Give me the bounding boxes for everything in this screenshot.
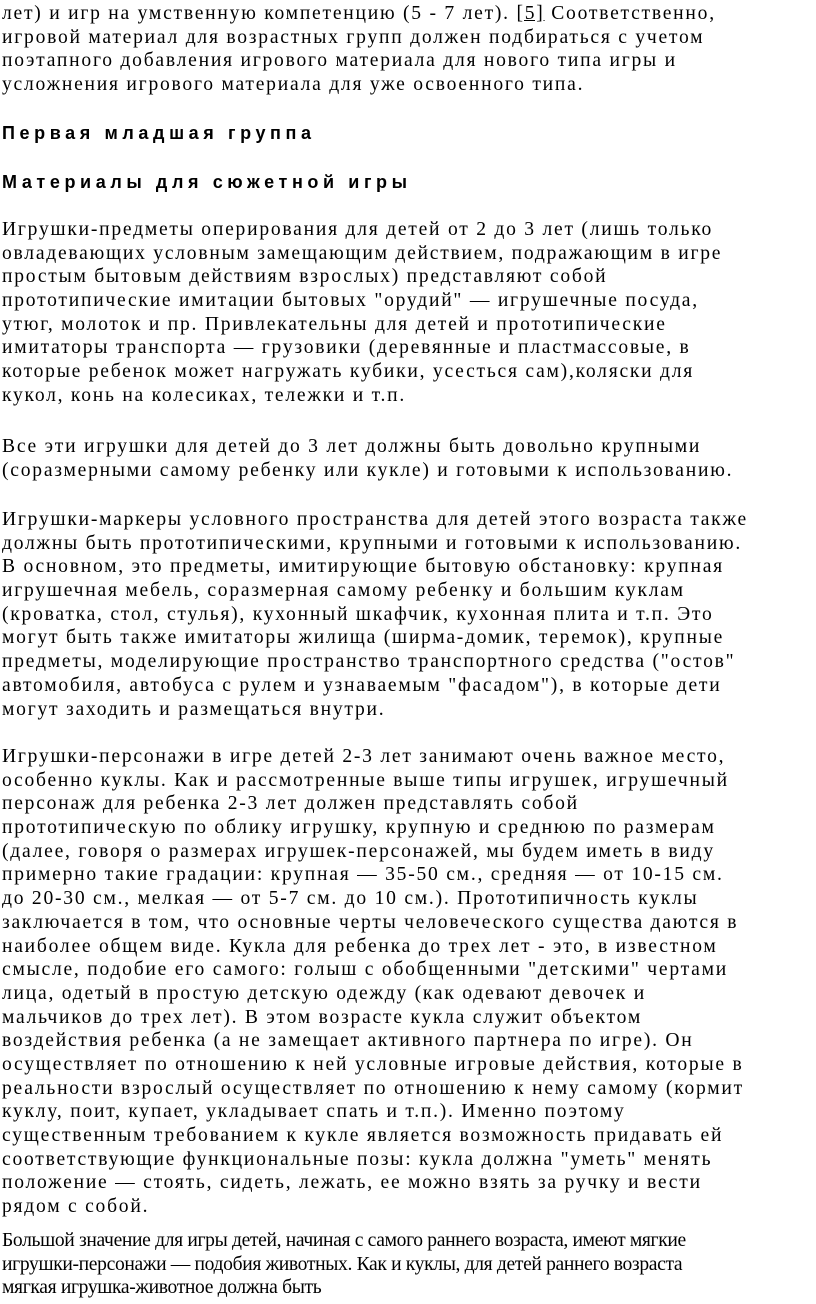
text-line: имитаторы транспорта — грузовики (деревянные и пластмассовые, в [2,337,691,359]
text-line: автомобиля, автобуса с рулем и узнаваемым "фасадом"), в которые дети [2,674,722,696]
text-line: могут быть также имитаторы жилища (ширма-домик, теремок), крупные [2,627,725,649]
paragraph-3 [0,508,748,721]
text-line: могут заходить и размещаться внутри. [2,698,386,720]
text-line: примерно такие градации: крупная — 35-50 см., средняя — от 10-15 см. [2,864,724,886]
text-line: Большой значение для игры детей, начиная с самого раннего возраста, имеют мягкие [2,1230,686,1251]
subsection-heading: Материалы для сюжетной игры [2,172,412,192]
paragraph-2 [0,435,733,482]
text-segment: лет) и игр на умственную компетенцию (5 - 7 лет). [2,3,517,24]
text-line: лица, одетый в простую детскую одежду (как одевают девочек и [2,982,646,1004]
text-line: которые ребенок может нагружать кубики, усесться сам),коляски для [2,361,695,383]
text-segment: Соответственно, [544,3,716,24]
text-line: существенным требованием к кукле является возможность придавать ей [2,1125,724,1146]
text-line: прототипические имитации бытовых "орудий" — игрушечные посуда, [2,290,699,312]
text-line: поэтапного добавления игрового материала для нового типа игры и [2,50,677,72]
intro-paragraph [0,2,716,97]
text-line: утюг, молоток и пр. Привлекательны для детей и прототипические [2,313,667,335]
reference-link[interactable]: [5] [516,3,545,24]
text-line: простым бытовым действиям взрослых) представляют собой [2,266,608,288]
text-line: предметы, моделирующие пространство транспортного средства ("остов" [2,651,736,673]
text-line: реальности взрослый осуществляет по отношению к нему самому (кормит [2,1077,744,1099]
text-line: куклу, поит, купает, укладывает спать и т.п.). Именно поэтому [2,1101,626,1123]
text-line: воздействия ребенка (а не замещает активного партнера по игре). Он [2,1030,694,1052]
text-line: должны быть прототипическими, крупными и готовыми к использованию. [2,532,743,554]
text-line: Игрушки-маркеры условного пространства для детей этого возраста также [2,509,748,530]
text-line [2,2,716,26]
text-line: мальчиков до трех лет). В этом возрасте кукла служит объектом [2,1006,642,1028]
text-line: Игрушки-персонажи в игре детей 2-3 лет занимают очень важное место, [2,746,726,767]
text-line: осуществляет по отношению к ней условные игровые действия, которые в [2,1053,744,1075]
text-line: игрушки-персонажи — подобия животных. Как и куклы, для детей раннего возраста [2,1253,683,1275]
text-line: игрушечная мебель, соразмерная самому ребенку и большим куклам [2,580,685,602]
text-line: В основном, это предметы, имитирующие бытовую обстановку: крупная [2,556,724,578]
text-line: персонаж для ребенка 2-3 лет должен представлять собой [2,793,579,815]
text-line: особенно куклы. Как и рассмотренные выше типы игрушек, игрушечный [2,769,729,791]
paragraph-5 [0,1229,686,1300]
text-line: Игрушки-предметы оперирования для детей от 2 до 3 лет (лишь только [2,219,714,240]
paragraph-4 [0,745,744,1219]
text-line: наиболее общем виде. Кукла для ребенка до трех лет - это, в известном [2,935,718,957]
text-line: кукол, конь на колесиках, тележки и т.п. [2,384,407,406]
text-line: соответствующие функциональные позы: кукла должна "уметь" менять [2,1148,713,1170]
text-line: прототипическую по облику игрушку, крупную и среднюю по размерам [2,817,716,839]
text-line: (далее, говоря о размерах игрушек-персонажей, мы будем иметь в виду [2,840,715,862]
text-line: мягкая игрушка-животное должна быть [2,1277,322,1299]
text-line: Все эти игрушки для детей до 3 лет должны быть довольно крупными [2,436,702,457]
text-line: рядом с собой. [2,1196,150,1218]
text-line: (соразмерными самому ребенку или кукле) и готовыми к использованию. [2,459,734,481]
text-line: положение — стоять, сидеть, лежать, ее можно взять за ручку и вести [2,1172,702,1194]
text-line: овладевающих условным замещающим действием, подражающим в игре [2,242,723,264]
text-line: заключается в том, что основные черты человеческого существа даются в [2,911,739,933]
text-line: до 20-30 см., мелкая — от 5-7 см. до 10 см.). Прототипичность куклы [2,888,699,910]
text-line: (кроватка, стол, стулья), кухонный шкафчик, кухонная плита и т.п. Это [2,603,714,625]
text-line: игровой материал для возрастных групп должен подбираться с учетом [2,26,705,48]
section-heading: Первая младшая группа [2,123,316,143]
text-line: усложнения игрового материала для уже освоенного типа. [2,74,585,96]
text-line: смысле, подобие его самого: голыш с обобщенными "детскими" чертами [2,959,728,981]
paragraph-1 [0,218,722,408]
